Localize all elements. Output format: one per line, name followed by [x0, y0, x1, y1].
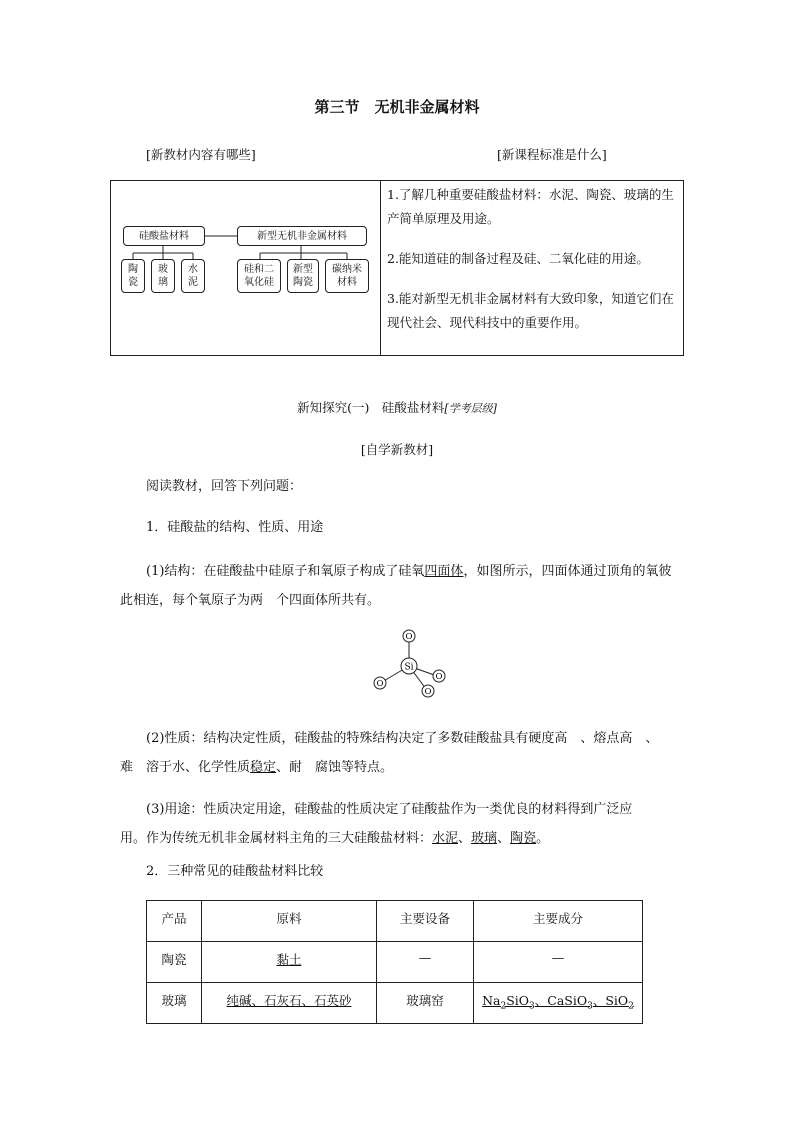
section-level: [学考层级]	[444, 402, 497, 415]
usage-paragraph	[120, 795, 692, 853]
question-2-title: 2．三种常见的硅酸盐材料比较	[146, 864, 324, 879]
cell-material	[202, 983, 377, 1024]
cell-component-answer: $Na_2SiO_3$、CaSiO$_3$、SiO$_2$	[482, 993, 634, 1012]
page-title: 第三节 无机非金属材料	[314, 98, 480, 116]
standard-3: 3.能对新型无机非金属材料有大致印象，知道它们在现代社会、现代科技中的重要作用。	[387, 291, 674, 330]
table-header-row	[147, 901, 643, 942]
overview-table	[110, 180, 684, 356]
diagram-child-silicon: 硅和二氧化硅	[237, 259, 281, 293]
usage-separator-1: 、	[458, 831, 472, 846]
property-line-2	[120, 753, 692, 782]
header-material: 原料	[202, 901, 377, 942]
structure-text-a: (1)结构：在硅酸盐中硅原子和氧原子构成了硅氧	[146, 564, 425, 579]
usage-answer-cement: 水泥	[432, 831, 459, 846]
diagram-child-cement: 水泥	[181, 259, 205, 293]
cell-material	[202, 942, 377, 983]
silicon-oxygen-tetrahedron-figure	[368, 626, 452, 700]
materials-comparison-table	[146, 900, 643, 1024]
question-1-title: 1．硅酸盐的结构、性质、用途	[146, 520, 324, 535]
section-heading: 新知探究(一) 硅酸盐材料	[297, 400, 445, 415]
usage-separator-2: 、	[497, 831, 511, 846]
header-component: 主要成分	[474, 901, 643, 942]
property-line-1: (2)性质：结构决定性质，硅酸盐的特殊结构决定了多数硅酸盐具有硬度高 、熔点高 、	[146, 731, 659, 746]
o-label-left: O	[376, 679, 384, 689]
cell-material-answer: 纯碱、石灰石、石英砂	[226, 993, 352, 1008]
structure-text-b: ，如图所示，四面体通过顶角的氧彼此相连，每个氧原子为两 个四面体所共有。	[120, 564, 672, 608]
section-heading-line	[0, 398, 794, 416]
standard-1: 1.了解几种重要硅酸盐材料：水泥、陶瓷、玻璃的生产简单原理及用途。	[387, 187, 674, 226]
table-row	[147, 983, 643, 1024]
header-equipment: 主要设备	[377, 901, 474, 942]
usage-line-2	[120, 824, 692, 853]
diagram-root-new-materials: 新型无机非金属材料	[237, 226, 367, 246]
header-right: [新课程标准是什么]	[497, 147, 607, 162]
section-subheading: [自学新教材]	[360, 442, 434, 457]
usage-end: 。	[536, 831, 550, 846]
cell-material-answer: 黏土	[276, 952, 302, 967]
o-label-right: O	[435, 672, 443, 682]
diagram-child-new-ceramic: 新型陶瓷	[287, 259, 319, 293]
structure-answer-tetrahedron: 四面体	[424, 564, 464, 579]
header-left: [新教材内容有哪些]	[146, 147, 256, 162]
standard-2: 2.能知道硅的制备过程及硅、二氧化硅的用途。	[387, 251, 649, 266]
property-text-b2: 、耐 腐蚀等特点。	[276, 760, 394, 775]
cell-component	[474, 983, 643, 1024]
cell-component: —	[474, 942, 643, 983]
o-label-bottom: O	[424, 687, 432, 697]
diagram-child-glass: 玻璃	[151, 259, 175, 293]
cell-product: 玻璃	[147, 983, 202, 1024]
usage-answer-glass: 玻璃	[471, 831, 498, 846]
diagram-root-silicate: 硅酸盐材料	[123, 226, 205, 246]
usage-text-b: 用。作为传统无机非金属材料主角的三大硅酸盐材料：	[120, 831, 433, 846]
table-divider	[380, 181, 381, 355]
intro-text: 阅读教材，回答下列问题：	[146, 479, 303, 494]
header-product: 产品	[147, 901, 202, 942]
usage-line-1: (3)用途：性质决定用途，硅酸盐的性质决定了硅酸盐作为一类优良的材料得到广泛应	[146, 802, 633, 817]
structure-paragraph	[120, 557, 676, 615]
cell-product: 陶瓷	[147, 942, 202, 983]
si-label: Si	[404, 662, 414, 673]
property-answer-stable: 稳定	[250, 760, 277, 775]
cell-equipment: 玻璃窑	[377, 983, 474, 1024]
cell-equipment: —	[377, 942, 474, 983]
property-text-b1: 难 溶于水、化学性质	[120, 760, 251, 775]
o-label-top: O	[405, 632, 413, 642]
property-paragraph	[120, 724, 692, 782]
diagram-child-carbon-nano: 碳纳米材料	[325, 259, 369, 293]
table-row	[147, 942, 643, 983]
diagram-child-ceramic: 陶瓷	[121, 259, 145, 293]
usage-answer-ceramic: 陶瓷	[510, 831, 537, 846]
